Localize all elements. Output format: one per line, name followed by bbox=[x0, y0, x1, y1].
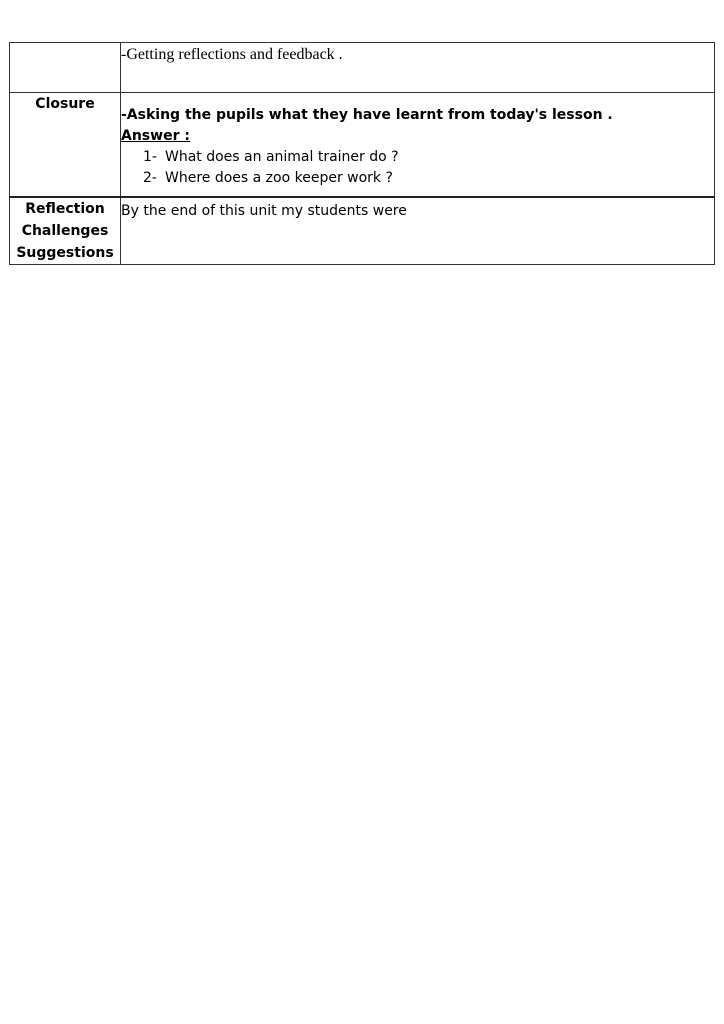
feedback-text: -Getting reflections and feedback . bbox=[121, 46, 343, 63]
reflection-label: Reflection bbox=[25, 201, 105, 217]
suggestions-label: Suggestions bbox=[16, 245, 114, 261]
question-text: Where does a zoo keeper work ? bbox=[165, 170, 393, 186]
challenges-label: Challenges bbox=[21, 223, 109, 239]
table-row-feedback bbox=[10, 43, 715, 93]
answer-label: Answer : bbox=[121, 128, 190, 144]
closure-cell bbox=[121, 93, 715, 198]
reflection-label-cell bbox=[10, 197, 121, 265]
question-text: What does an animal trainer do ? bbox=[165, 149, 399, 165]
feedback-cell bbox=[121, 43, 715, 93]
empty-label-cell bbox=[10, 43, 121, 93]
table-row-reflection bbox=[10, 197, 715, 265]
lesson-plan-table bbox=[9, 42, 715, 265]
question-number: 1- bbox=[143, 149, 157, 165]
list-item bbox=[121, 168, 714, 189]
question-number: 2- bbox=[143, 170, 157, 186]
closure-intro: -Asking the pupils what they have learnt from today's lesson . bbox=[121, 107, 613, 123]
question-list bbox=[121, 147, 714, 189]
list-item bbox=[121, 147, 714, 168]
closure-label: Closure bbox=[10, 93, 121, 198]
reflection-text: By the end of this unit my students were bbox=[121, 203, 407, 219]
table-row-closure bbox=[10, 93, 715, 198]
reflection-cell bbox=[121, 197, 715, 265]
